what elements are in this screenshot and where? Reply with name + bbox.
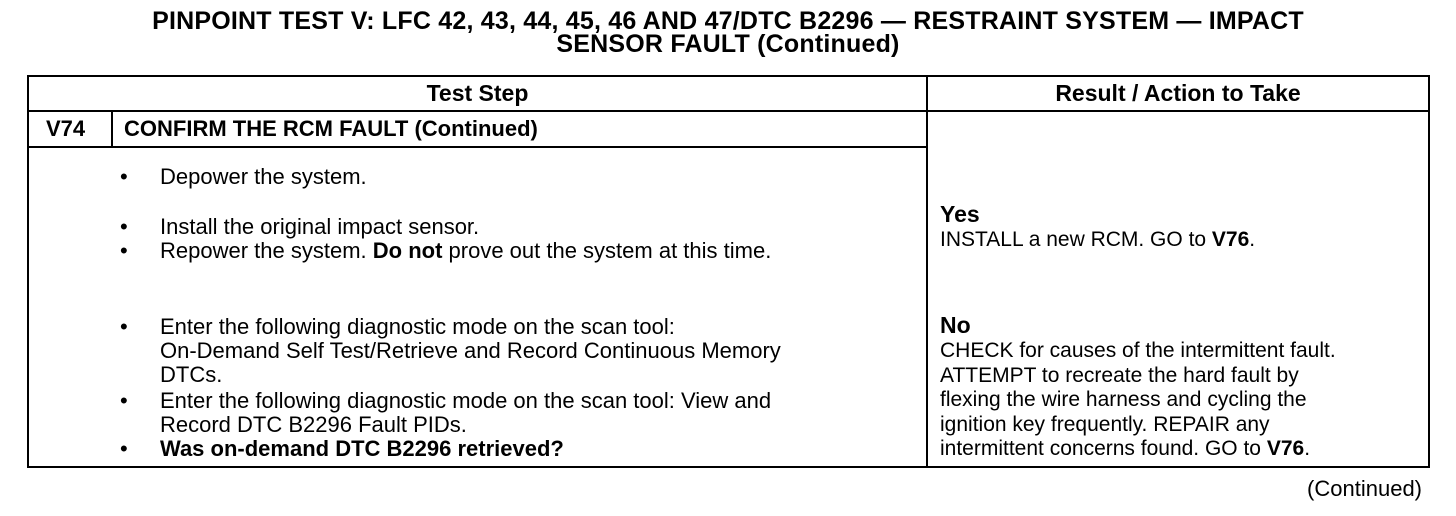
result-no-end: . — [1304, 437, 1311, 460]
result-yes-heading: Yes — [940, 201, 980, 227]
result-no-goto: V76 — [1266, 437, 1305, 460]
step-diagnostic-mode-2 — [160, 389, 771, 437]
header-result-action: Result / Action to Take — [1055, 80, 1301, 106]
result-yes-action: INSTALL a new RCM. GO to — [940, 228, 1212, 251]
result-no-line-4: ignition key frequently. REPAIR any — [940, 412, 1270, 436]
step-5-line-1: Enter the following diagnostic mode on the scan tool: View and — [160, 388, 772, 413]
page-title — [0, 7, 1456, 58]
step-4-line-2: On-Demand Self Test/Retrieve and Record Continuous Memory — [160, 338, 781, 363]
result-yes-text — [940, 228, 1255, 253]
result-yes-goto: V76 — [1211, 228, 1250, 251]
step-depower: Depower the system. — [160, 164, 367, 189]
step-id-divider — [111, 110, 113, 148]
result-no-line-5-prefix: intermittent concerns found. GO to — [940, 437, 1267, 460]
step-id: V74 — [46, 116, 86, 141]
step-install-sensor: Install the original impact sensor. — [160, 214, 480, 239]
result-no-line-2: ATTEMPT to recreate the hard fault by — [940, 363, 1299, 387]
result-no-line-1: CHECK for causes of the intermittent fault. — [940, 339, 1336, 362]
title-line-1: PINPOINT TEST V: LFC 42, 43, 44, 45, 46 AND 47/DTC B2296 — RESTRAINT SYSTEM — IMPACT — [152, 7, 1304, 35]
continued-footer: (Continued) — [1307, 476, 1422, 501]
column-divider — [926, 75, 928, 468]
step-5-line-2: Record DTC B2296 Fault PIDs. — [160, 412, 467, 437]
step-4-line-3: DTCs. — [160, 362, 223, 387]
header-divider — [27, 110, 1430, 112]
step-4-line-1: Enter the following diagnostic mode on the scan tool: — [160, 314, 675, 339]
bullet-1: • — [120, 164, 128, 189]
bullet-3: • — [120, 238, 128, 263]
step-diagnostic-mode-1 — [160, 315, 781, 387]
step-repower-prefix: Repower the system. — [160, 238, 373, 263]
title-line-2: SENSOR FAULT (Continued) — [556, 30, 900, 58]
result-no-heading: No — [940, 312, 971, 338]
header-test-step: Test Step — [426, 80, 529, 106]
step-repower-bold: Do not — [372, 238, 443, 263]
step-repower — [160, 239, 771, 263]
result-yes-end: . — [1249, 228, 1256, 251]
bullet-5: • — [120, 388, 128, 413]
step-repower-suffix: prove out the system at this time. — [442, 238, 772, 263]
bullet-2: • — [120, 214, 128, 239]
step-question-bold: Was on-demand DTC B2296 retrieved? — [160, 436, 564, 461]
result-no-line-5 — [940, 437, 1336, 462]
step-question — [160, 437, 564, 461]
result-no-text — [940, 339, 1336, 462]
bullet-6: • — [120, 436, 128, 461]
result-no-line-3: flexing the wire harness and cycling the — [940, 388, 1307, 411]
bullet-4: • — [120, 314, 128, 339]
step-title-divider — [27, 146, 928, 148]
step-title: CONFIRM THE RCM FAULT (Continued) — [124, 116, 538, 141]
